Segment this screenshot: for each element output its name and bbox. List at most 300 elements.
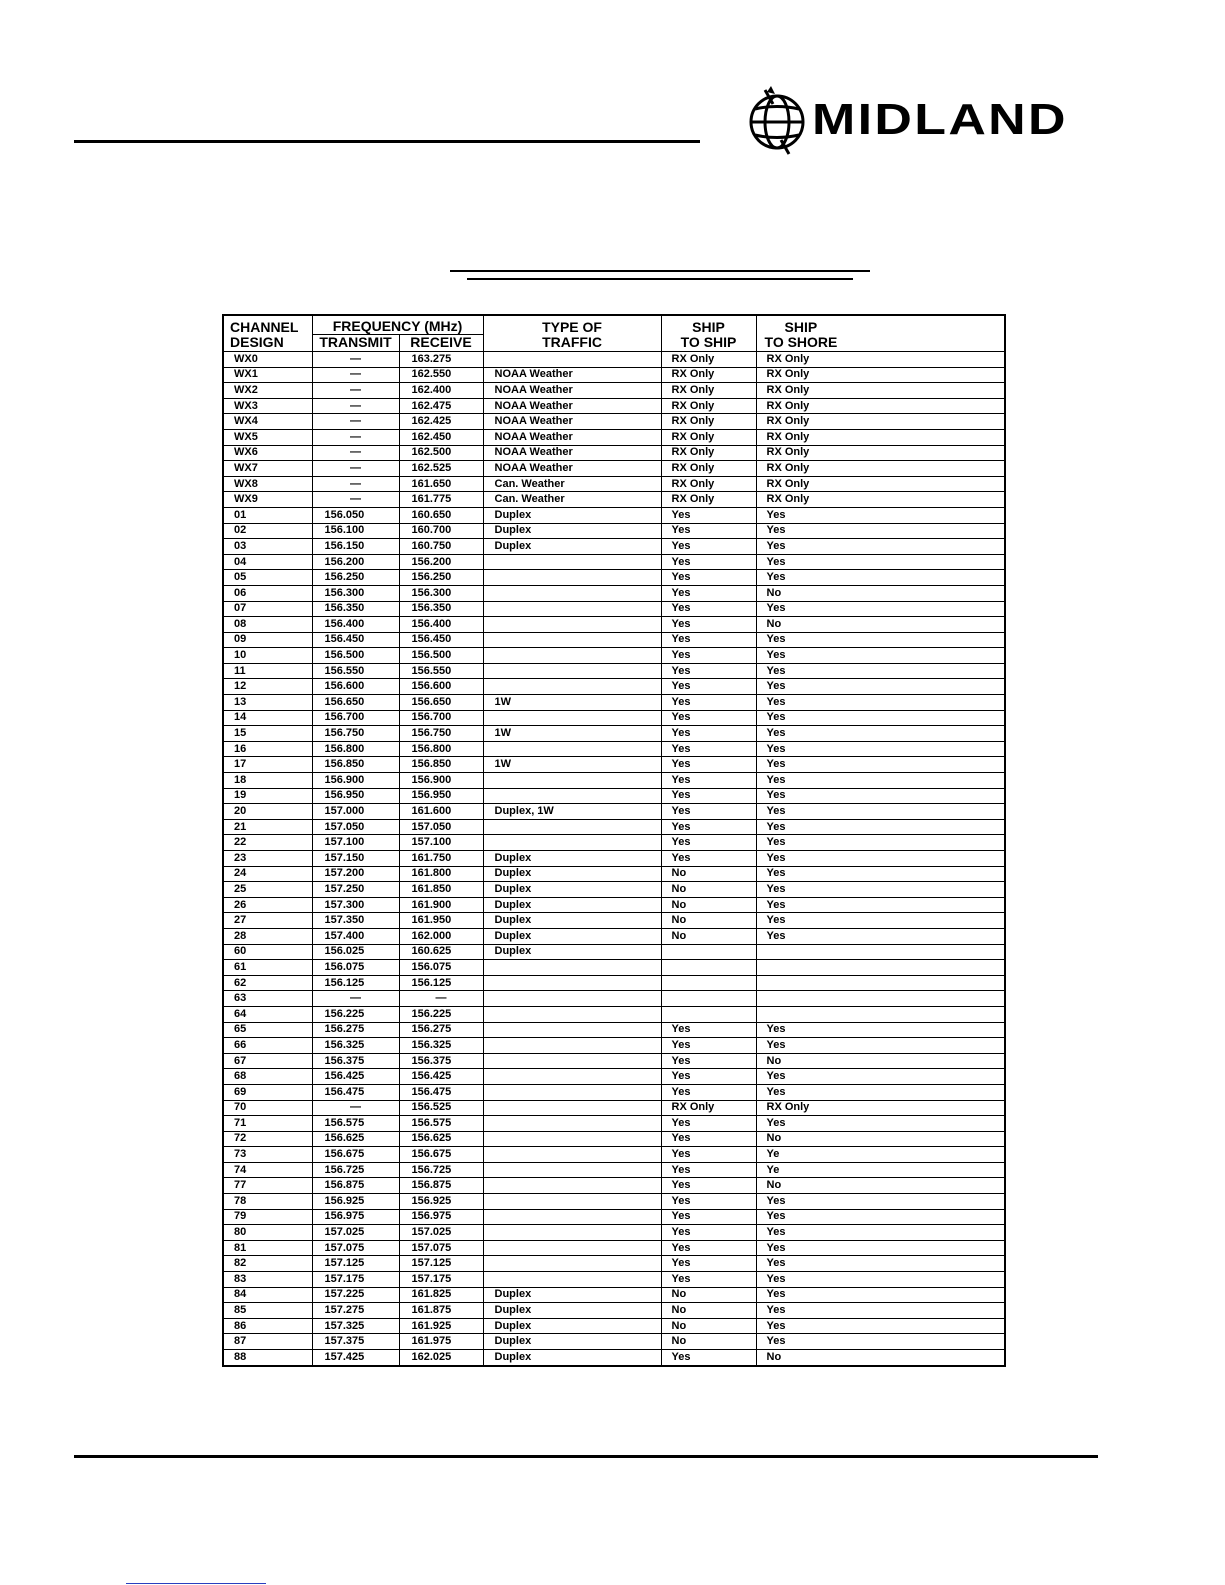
cell-traffic: Duplex [483,851,661,867]
cell-traffic [483,835,661,851]
cell-tx: 156.075 [312,960,399,976]
cell-traffic [483,554,661,570]
table-row [224,663,1004,679]
cell-ch: 70 [224,1100,312,1116]
cell-ch: WX4 [224,414,312,430]
table-body [224,352,1004,1365]
cell-s2s: Yes [661,804,756,820]
cell-ch: 86 [224,1318,312,1334]
cell-ch: 26 [224,897,312,913]
table-row [224,1053,1004,1069]
cell-rx: 156.600 [399,679,483,695]
cell-s2s [661,944,756,960]
cell-s2s: Yes [661,773,756,789]
cell-s2sh: RX Only [756,429,1004,445]
cell-tx: 157.400 [312,928,399,944]
cell-rx: 161.825 [399,1287,483,1303]
header-frequency: FREQUENCY (MHz) [312,316,483,335]
cell-ch: 14 [224,710,312,726]
table-row [224,1100,1004,1116]
cell-rx: 156.450 [399,632,483,648]
cell-ch: 23 [224,851,312,867]
cell-s2sh: Yes [756,882,1004,898]
cell-s2sh: RX Only [756,461,1004,477]
cell-s2s: Yes [661,1131,756,1147]
cell-tx: — [312,476,399,492]
table-row [224,741,1004,757]
cell-s2s: Yes [661,1272,756,1288]
table-row [224,960,1004,976]
cell-s2s: Yes [661,570,756,586]
cell-traffic: Duplex [483,507,661,523]
table-row [224,773,1004,789]
cell-traffic [483,1038,661,1054]
table-row [224,617,1004,633]
cell-rx: 162.450 [399,429,483,445]
cell-rx: 162.400 [399,383,483,399]
cell-tx: 156.350 [312,601,399,617]
cell-s2sh: Yes [756,554,1004,570]
cell-traffic [483,617,661,633]
cell-rx: 157.050 [399,819,483,835]
cell-traffic [483,975,661,991]
cell-traffic: NOAA Weather [483,461,661,477]
cell-s2s: No [661,1318,756,1334]
cell-s2sh [756,960,1004,976]
cell-rx: 161.800 [399,866,483,882]
table-row [224,1178,1004,1194]
cell-traffic [483,1022,661,1038]
table-row [224,804,1004,820]
cell-s2s: Yes [661,1350,756,1365]
cell-tx: 156.250 [312,570,399,586]
cell-rx: 156.350 [399,601,483,617]
table-row [224,695,1004,711]
cell-s2sh: RX Only [756,445,1004,461]
cell-ch: 19 [224,788,312,804]
cell-s2sh: RX Only [756,414,1004,430]
cell-ch: 03 [224,539,312,555]
cell-s2s [661,1006,756,1022]
table-row [224,1350,1004,1365]
cell-tx: 156.650 [312,695,399,711]
cell-s2sh: Yes [756,710,1004,726]
cell-s2s: Yes [661,741,756,757]
cell-traffic [483,1006,661,1022]
cell-traffic [483,632,661,648]
cell-tx: 156.325 [312,1038,399,1054]
footer-divider [74,1455,1098,1458]
cell-tx: — [312,445,399,461]
table-row [224,1069,1004,1085]
cell-rx: 156.800 [399,741,483,757]
cell-tx: 156.575 [312,1116,399,1132]
cell-rx: 157.125 [399,1256,483,1272]
cell-s2sh: Yes [756,648,1004,664]
cell-rx: 160.625 [399,944,483,960]
cell-tx: 156.550 [312,663,399,679]
cell-traffic [483,710,661,726]
cell-traffic: Duplex [483,1287,661,1303]
cell-rx: 156.325 [399,1038,483,1054]
cell-traffic [483,819,661,835]
cell-s2s: Yes [661,1022,756,1038]
cell-traffic: NOAA Weather [483,414,661,430]
cell-traffic [483,601,661,617]
cell-s2sh: Yes [756,1240,1004,1256]
cell-s2s: No [661,1334,756,1350]
cell-ch: 16 [224,741,312,757]
table-row [224,367,1004,383]
header-to-shore: TO SHORE [756,335,1004,352]
cell-s2sh: Yes [756,726,1004,742]
cell-tx: — [312,991,399,1007]
cell-s2sh: Yes [756,773,1004,789]
cell-s2s: Yes [661,507,756,523]
cell-ch: 69 [224,1084,312,1100]
cell-ch: WX0 [224,352,312,368]
cell-ch: WX8 [224,476,312,492]
cell-tx: 157.275 [312,1303,399,1319]
cell-ch: 21 [224,819,312,835]
cell-rx: 156.950 [399,788,483,804]
cell-rx: 162.000 [399,928,483,944]
cell-ch: 82 [224,1256,312,1272]
cell-rx: 156.625 [399,1131,483,1147]
table-row [224,835,1004,851]
cell-traffic [483,1131,661,1147]
cell-s2s: RX Only [661,352,756,368]
table-row [224,851,1004,867]
cell-s2sh: Yes [756,1334,1004,1350]
cell-traffic [483,991,661,1007]
cell-rx: 160.750 [399,539,483,555]
table-row [224,991,1004,1007]
cell-ch: 83 [224,1272,312,1288]
cell-tx: 156.450 [312,632,399,648]
cell-traffic: 1W [483,757,661,773]
cell-tx: 157.100 [312,835,399,851]
cell-ch: 66 [224,1038,312,1054]
cell-tx: 157.375 [312,1334,399,1350]
cell-ch: 65 [224,1022,312,1038]
cell-traffic: Can. Weather [483,492,661,508]
cell-s2sh: RX Only [756,476,1004,492]
cell-ch: 63 [224,991,312,1007]
cell-rx: 156.525 [399,1100,483,1116]
cell-ch: 72 [224,1131,312,1147]
cell-s2s: RX Only [661,461,756,477]
cell-rx: 157.025 [399,1225,483,1241]
cell-rx: 161.600 [399,804,483,820]
cell-rx: 157.175 [399,1272,483,1288]
cell-s2s: Yes [661,757,756,773]
cell-ch: WX2 [224,383,312,399]
cell-ch: 04 [224,554,312,570]
cell-traffic: NOAA Weather [483,445,661,461]
table-row [224,1334,1004,1350]
cell-s2s: No [661,882,756,898]
cell-tx: 156.800 [312,741,399,757]
cell-traffic [483,663,661,679]
cell-tx: 157.050 [312,819,399,835]
cell-s2sh [756,1006,1004,1022]
cell-rx: 156.650 [399,695,483,711]
cell-s2s: Yes [661,601,756,617]
cell-tx: 156.225 [312,1006,399,1022]
cell-traffic [483,788,661,804]
cell-ch: 62 [224,975,312,991]
cell-tx: 156.125 [312,975,399,991]
cell-traffic: Can. Weather [483,476,661,492]
cell-ch: 73 [224,1147,312,1163]
cell-s2s: Yes [661,1162,756,1178]
table-row [224,648,1004,664]
table-row [224,928,1004,944]
cell-rx: 156.550 [399,663,483,679]
cell-s2sh: RX Only [756,398,1004,414]
header-design: DESIGN [224,335,312,352]
cell-traffic [483,1116,661,1132]
cell-rx: 156.975 [399,1209,483,1225]
cell-rx: 156.725 [399,1162,483,1178]
cell-rx: 161.650 [399,476,483,492]
table-row [224,1209,1004,1225]
cell-ch: 77 [224,1178,312,1194]
cell-tx: 157.200 [312,866,399,882]
table-row [224,414,1004,430]
cell-s2sh: Yes [756,1038,1004,1054]
cell-s2sh: Yes [756,1303,1004,1319]
table-row [224,539,1004,555]
cell-tx: 156.100 [312,523,399,539]
cell-s2sh: Yes [756,788,1004,804]
cell-traffic: Duplex, 1W [483,804,661,820]
cell-traffic [483,1194,661,1210]
cell-s2sh [756,975,1004,991]
cell-rx: 161.850 [399,882,483,898]
cell-ch: 79 [224,1209,312,1225]
cell-s2s: Yes [661,851,756,867]
cell-s2sh: Yes [756,1116,1004,1132]
table-row [224,975,1004,991]
cell-tx: 156.850 [312,757,399,773]
cell-s2s: RX Only [661,398,756,414]
cell-traffic: 1W [483,695,661,711]
cell-traffic: Duplex [483,1318,661,1334]
table-row [224,523,1004,539]
table-row [224,866,1004,882]
cell-s2sh: No [756,1131,1004,1147]
cell-s2s: Yes [661,835,756,851]
cell-ch: 15 [224,726,312,742]
cell-ch: 67 [224,1053,312,1069]
header-receive: RECEIVE [399,335,483,352]
cell-s2s: Yes [661,585,756,601]
cell-ch: 28 [224,928,312,944]
cell-rx: 157.100 [399,835,483,851]
table-row [224,897,1004,913]
cell-traffic [483,352,661,368]
cell-s2s [661,960,756,976]
cell-s2sh: Yes [756,757,1004,773]
cell-rx: 161.900 [399,897,483,913]
cell-tx: 156.300 [312,585,399,601]
table-row [224,1022,1004,1038]
cell-tx: — [312,1100,399,1116]
table-row [224,1084,1004,1100]
table-row [224,1318,1004,1334]
cell-traffic: NOAA Weather [483,367,661,383]
cell-s2sh: Yes [756,507,1004,523]
cell-tx: 157.175 [312,1272,399,1288]
cell-traffic [483,741,661,757]
header-channel: CHANNEL [224,316,312,335]
cell-tx: 157.000 [312,804,399,820]
cell-s2s: Yes [661,1116,756,1132]
cell-rx: 156.675 [399,1147,483,1163]
cell-s2s: Yes [661,554,756,570]
cell-traffic [483,679,661,695]
table-row [224,1038,1004,1054]
cell-tx: 157.225 [312,1287,399,1303]
cell-rx: 156.900 [399,773,483,789]
table-row [224,1225,1004,1241]
cell-tx: 156.050 [312,507,399,523]
cell-rx: — [399,991,483,1007]
cell-s2s: No [661,913,756,929]
header-transmit: TRANSMIT [312,335,399,352]
cell-traffic [483,1069,661,1085]
cell-s2s: RX Only [661,476,756,492]
cell-ch: 84 [224,1287,312,1303]
title-underline-inner [467,278,853,280]
cell-s2s: Yes [661,1225,756,1241]
table-row [224,710,1004,726]
cell-tx: 157.025 [312,1225,399,1241]
table-row [224,726,1004,742]
cell-tx: — [312,414,399,430]
cell-ch: 10 [224,648,312,664]
cell-rx: 156.925 [399,1194,483,1210]
cell-s2sh: RX Only [756,383,1004,399]
cell-traffic: Duplex [483,913,661,929]
table-row [224,398,1004,414]
cell-s2s: Yes [661,788,756,804]
cell-traffic [483,773,661,789]
cell-ch: 80 [224,1225,312,1241]
cell-s2sh: Ye [756,1162,1004,1178]
cell-s2sh: Yes [756,866,1004,882]
cell-traffic: Duplex [483,928,661,944]
cell-tx: 157.325 [312,1318,399,1334]
table-row [224,757,1004,773]
cell-rx: 160.650 [399,507,483,523]
cell-rx: 156.125 [399,975,483,991]
cell-rx: 156.225 [399,1006,483,1022]
cell-traffic [483,1209,661,1225]
cell-rx: 156.475 [399,1084,483,1100]
cell-rx: 156.375 [399,1053,483,1069]
cell-traffic [483,960,661,976]
table-row [224,585,1004,601]
cell-tx: 157.300 [312,897,399,913]
cell-s2sh: Yes [756,1194,1004,1210]
cell-rx: 156.700 [399,710,483,726]
cell-rx: 157.075 [399,1240,483,1256]
cell-rx: 162.475 [399,398,483,414]
cell-s2s: Yes [661,1069,756,1085]
table-row [224,352,1004,368]
cell-traffic [483,1100,661,1116]
cell-ch: 09 [224,632,312,648]
cell-ch: WX9 [224,492,312,508]
cell-s2s: RX Only [661,429,756,445]
cell-rx: 156.500 [399,648,483,664]
cell-rx: 156.250 [399,570,483,586]
table-row [224,570,1004,586]
cell-tx: 156.950 [312,788,399,804]
cell-s2s [661,975,756,991]
cell-rx: 156.200 [399,554,483,570]
cell-rx: 156.750 [399,726,483,742]
cell-s2s: Yes [661,695,756,711]
cell-s2sh: Yes [756,804,1004,820]
cell-ch: 08 [224,617,312,633]
cell-s2sh: Yes [756,1272,1004,1288]
table-row [224,383,1004,399]
cell-traffic [483,1240,661,1256]
cell-tx: 156.725 [312,1162,399,1178]
cell-s2sh: Yes [756,570,1004,586]
cell-s2s: Yes [661,1053,756,1069]
table-row [224,1147,1004,1163]
cell-traffic: 1W [483,726,661,742]
cell-rx: 156.425 [399,1069,483,1085]
cell-traffic [483,570,661,586]
cell-rx: 156.575 [399,1116,483,1132]
cell-s2sh: RX Only [756,367,1004,383]
cell-tx: 156.500 [312,648,399,664]
brand-wordmark: MIDLAND [812,95,1068,144]
channel-frequency-table [222,314,1006,1367]
table-row [224,632,1004,648]
cell-ch: 06 [224,585,312,601]
cell-tx: — [312,429,399,445]
title-underline [450,270,870,272]
cell-traffic [483,1053,661,1069]
cell-s2sh: Yes [756,601,1004,617]
cell-s2sh: Yes [756,835,1004,851]
cell-rx: 162.550 [399,367,483,383]
cell-ch: 68 [224,1069,312,1085]
cell-s2sh: No [756,1053,1004,1069]
footer-link-underline [126,1583,266,1584]
cell-tx: 156.600 [312,679,399,695]
table-row [224,679,1004,695]
cell-rx: 160.700 [399,523,483,539]
cell-tx: 157.125 [312,1256,399,1272]
cell-tx: — [312,398,399,414]
cell-traffic: Duplex [483,882,661,898]
cell-traffic [483,1147,661,1163]
cell-ch: 01 [224,507,312,523]
cell-s2s: No [661,897,756,913]
cell-s2sh: Yes [756,1256,1004,1272]
cell-traffic: Duplex [483,1350,661,1365]
cell-s2s: RX Only [661,367,756,383]
cell-rx: 156.300 [399,585,483,601]
